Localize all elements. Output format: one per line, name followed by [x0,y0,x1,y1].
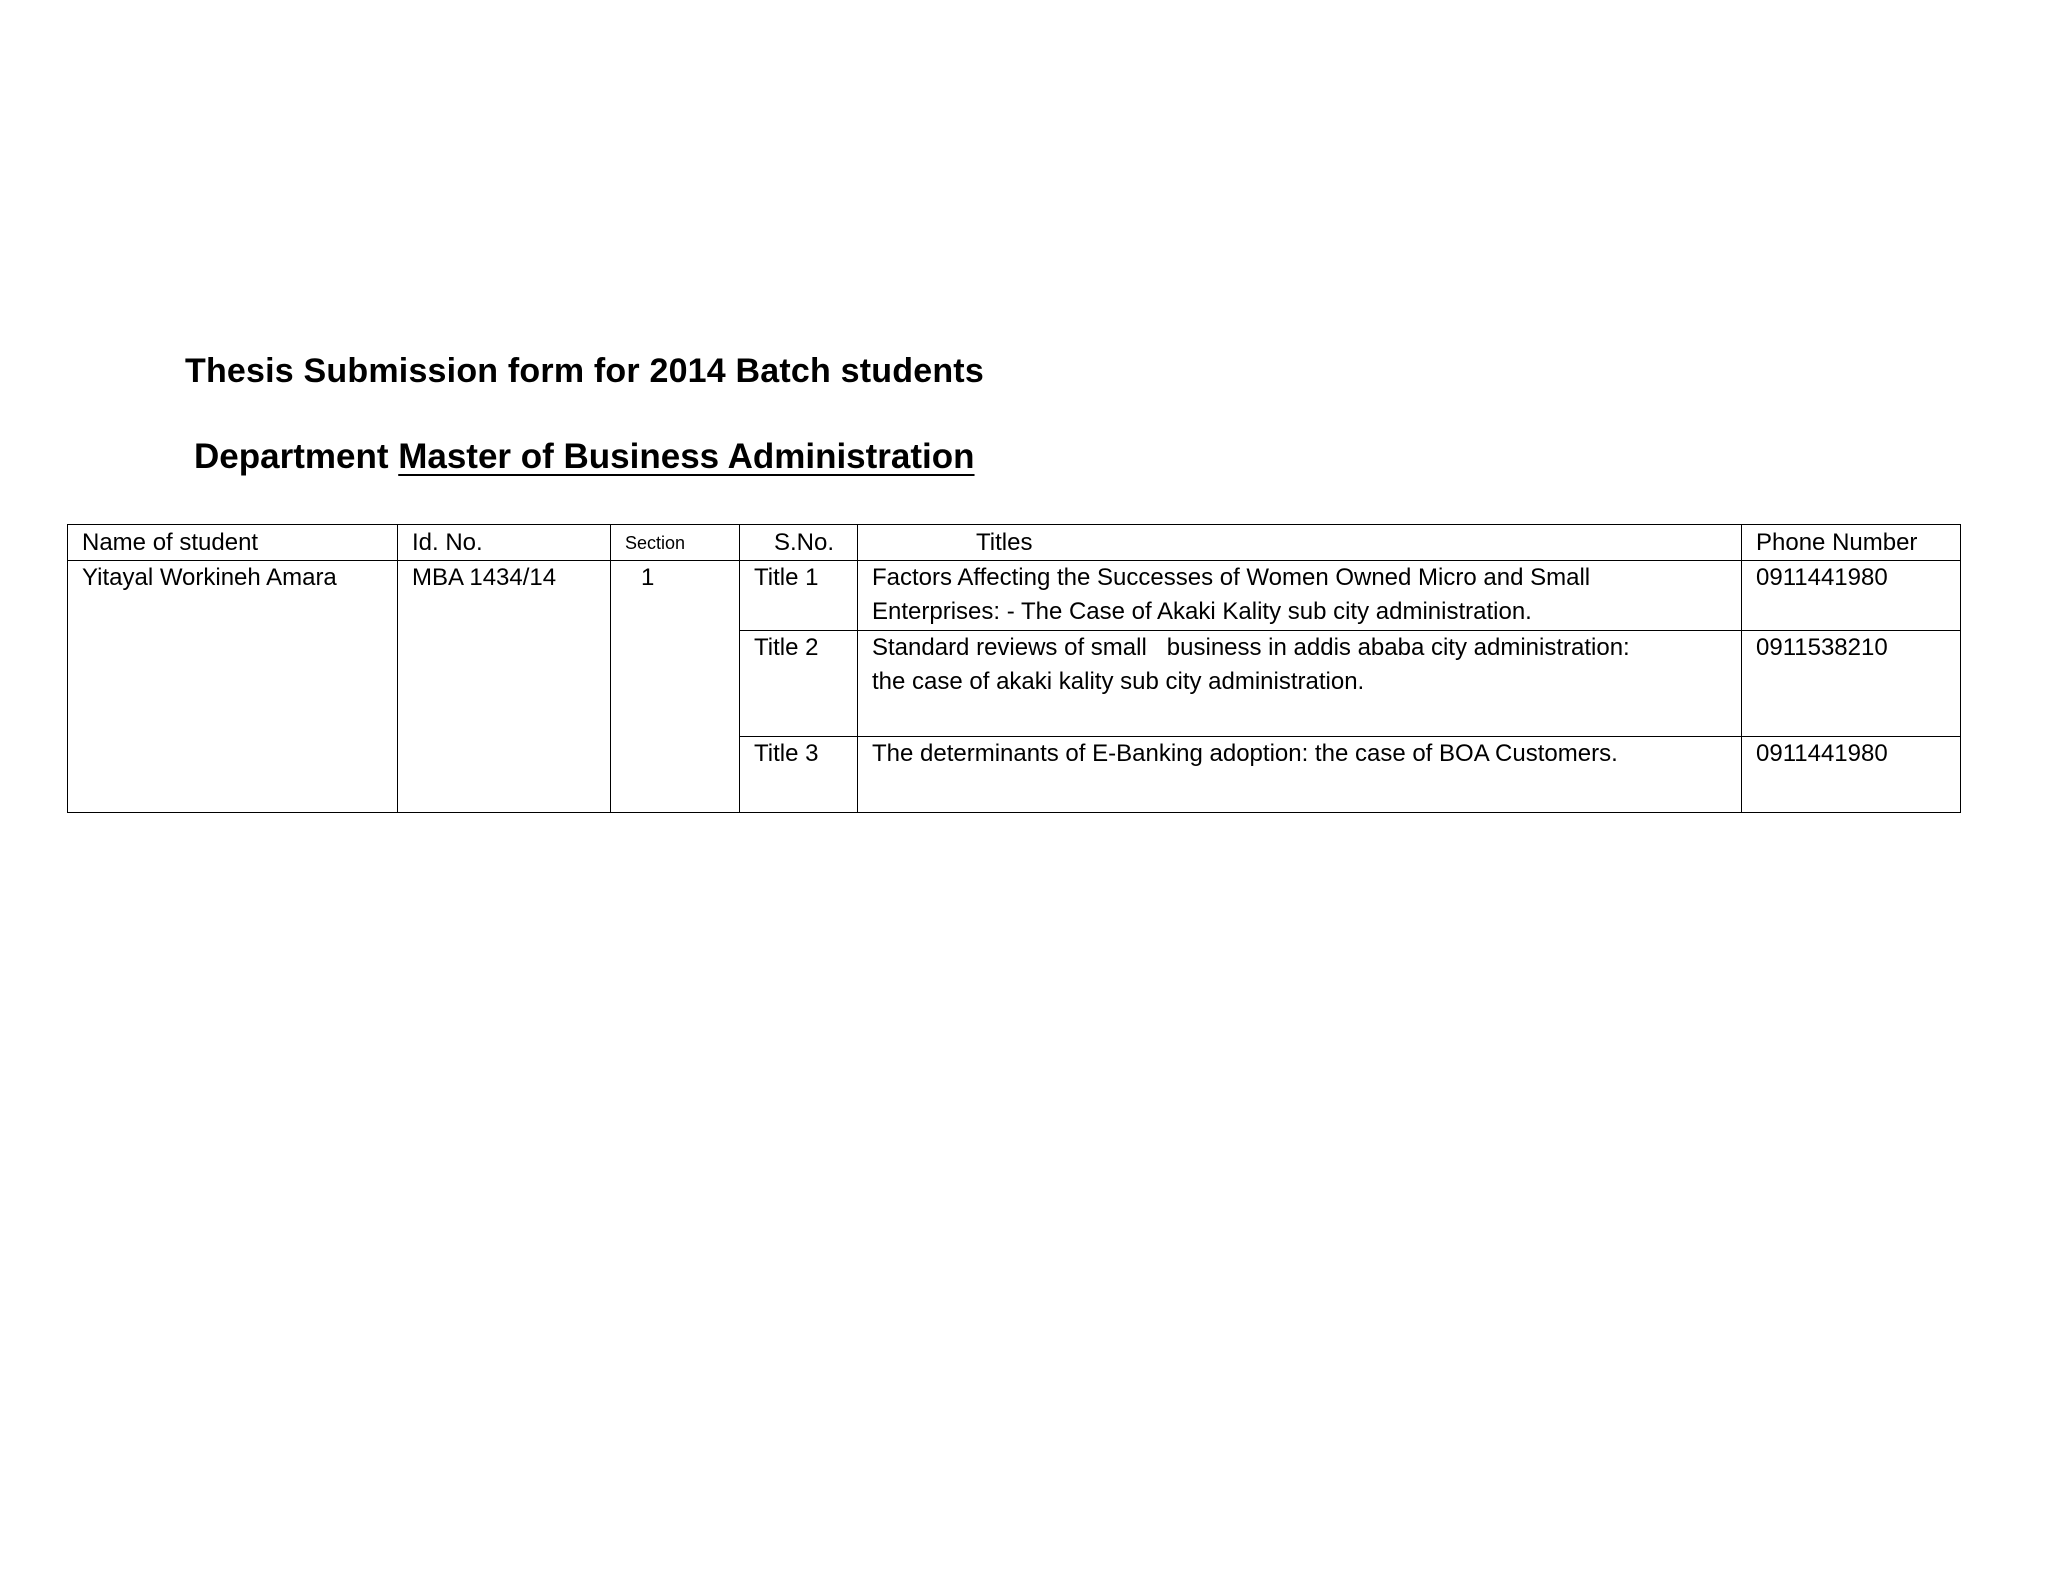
form-title: Thesis Submission form for 2014 Batch students [185,352,984,390]
header-phone: Phone Number [1742,525,1961,561]
department-line [194,437,975,477]
student-name-cell: Yitayal Workineh Amara [68,561,398,813]
title-line: the case of akaki kality sub city administration. [872,668,1365,695]
department-value: Master of Business Administration [398,437,975,476]
phone-cell: 0911538210 [1742,631,1961,737]
title-line: Standard reviews of small business in addis ababa city administration: [872,634,1630,661]
phone-cell: 0911441980 [1742,737,1961,813]
student-id-cell: MBA 1434/14 [398,561,611,813]
title-cell [858,631,1742,737]
sno-cell: Title 1 [740,561,858,631]
title-cell [858,561,1742,631]
sno-cell: Title 2 [740,631,858,737]
title-line: Factors Affecting the Successes of Women Owned Micro and Small [872,564,1591,591]
title-cell [858,737,1742,813]
title-line: The determinants of E-Banking adoption: the case of BOA Customers. [872,740,1618,767]
sno-cell: Title 3 [740,737,858,813]
header-section: Section [611,525,740,561]
title-line: Enterprises: - The Case of Akaki Kality sub city administration. [872,598,1532,625]
department-label: Department [194,437,389,476]
student-section-cell: 1 [611,561,740,813]
header-name: Name of student [68,525,398,561]
header-sno: S.No. [740,525,858,561]
submission-table [67,524,1961,813]
phone-cell: 0911441980 [1742,561,1961,631]
header-titles: Titles [858,525,1742,561]
table-row [68,561,1961,631]
table-header-row [68,525,1961,561]
header-id: Id. No. [398,525,611,561]
